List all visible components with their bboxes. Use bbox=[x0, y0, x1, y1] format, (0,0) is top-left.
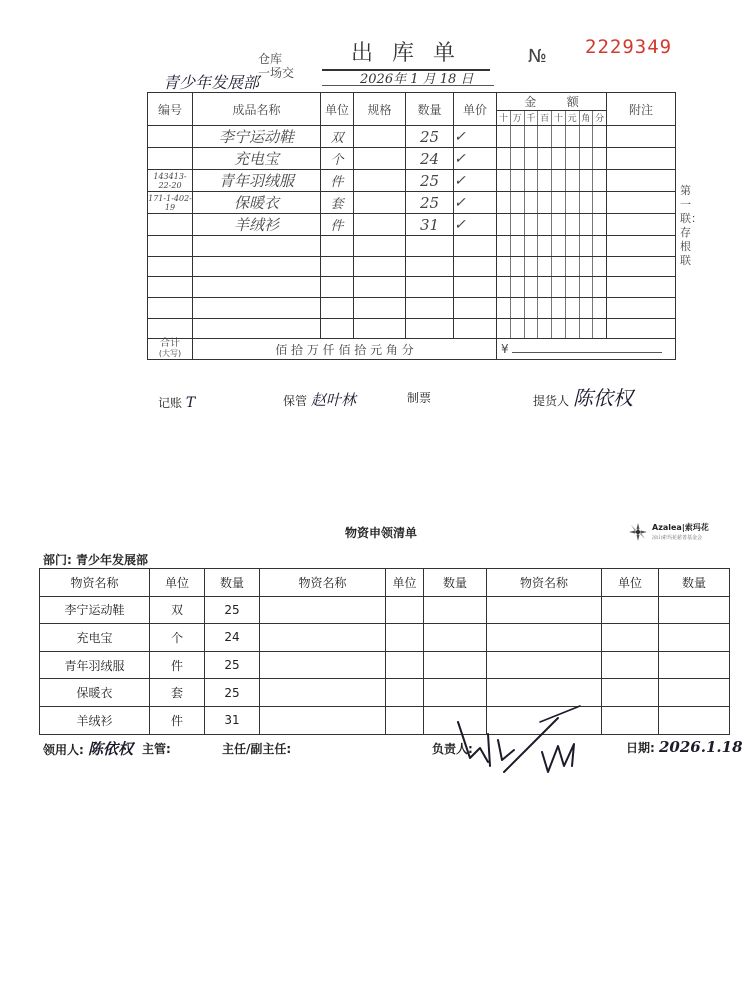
form-row-name: 青年羽绒服 bbox=[40, 651, 150, 679]
slip-header-unit: 单位 bbox=[321, 93, 354, 126]
slip-row-check: ✓ bbox=[454, 170, 497, 192]
form-supervisor-label: 主管: bbox=[142, 742, 171, 756]
slip-title: 出 库 单 bbox=[322, 36, 490, 71]
form-row-unit: 件 bbox=[150, 706, 205, 734]
slip-total-sub-label: (大写) bbox=[158, 349, 182, 359]
slip-receiver bbox=[533, 382, 633, 411]
slip-side-label-top: 仓库 bbox=[258, 52, 283, 66]
slip-row-check: ✓ bbox=[454, 214, 497, 236]
form-header: 数量 bbox=[424, 569, 487, 597]
form-row-unit: 双 bbox=[150, 596, 205, 624]
form-row bbox=[40, 651, 730, 679]
slip-empty-row bbox=[148, 318, 676, 339]
slip-row-amount bbox=[497, 126, 607, 148]
form-title: 物资申领清单 bbox=[345, 526, 418, 540]
slip-row-spec bbox=[354, 170, 406, 192]
slip-row-unit: 件 bbox=[321, 170, 354, 192]
slip-total-words: 佰 拾 万 仟 佰 拾 元 角 分 bbox=[193, 339, 497, 360]
slip-header-amount-2: 额 bbox=[566, 95, 579, 109]
slip-row-code bbox=[148, 214, 193, 236]
slip-header-spec: 规格 bbox=[354, 93, 406, 126]
slip-row-qty: 25 bbox=[406, 192, 454, 214]
slip-row-name: 羊绒衫 bbox=[193, 214, 321, 236]
slip-total-amount bbox=[497, 339, 676, 360]
slip-amount-subheader bbox=[497, 111, 607, 126]
form-header: 单位 bbox=[386, 569, 424, 597]
slip-row-unit: 双 bbox=[321, 126, 354, 148]
form-receiver-sig: 陈依权 bbox=[88, 740, 134, 758]
form-row bbox=[40, 624, 730, 652]
slip-receiver-sig: 陈依权 bbox=[572, 386, 633, 410]
form-header-row bbox=[40, 569, 730, 597]
form-logo bbox=[626, 520, 736, 546]
form-row-qty: 25 bbox=[205, 596, 260, 624]
slip-row-code bbox=[148, 126, 193, 148]
slip-header-note: 附注 bbox=[607, 93, 676, 126]
amount-sub-1: 万 bbox=[511, 111, 525, 125]
slip-row-check: ✓ bbox=[454, 192, 497, 214]
flower-icon bbox=[626, 520, 650, 544]
slip-row-note bbox=[607, 148, 676, 170]
slip-row-qty: 25 bbox=[406, 170, 454, 192]
slip-custodian-sig: 赵叶林 bbox=[310, 391, 356, 409]
form-row-qty: 24 bbox=[205, 624, 260, 652]
slip-empty-row bbox=[148, 298, 676, 319]
form-header: 物资名称 bbox=[260, 569, 386, 597]
slip-row-code bbox=[148, 148, 193, 170]
slip-row-qty: 24 bbox=[406, 148, 454, 170]
slip-empty-row bbox=[148, 277, 676, 298]
slip-header-name: 成品名称 bbox=[193, 93, 321, 126]
slip-total-row bbox=[148, 339, 676, 360]
form-row-qty: 31 bbox=[205, 706, 260, 734]
form-receiver-label: 领用人: bbox=[43, 743, 84, 757]
form-date-label: 日期: bbox=[626, 741, 655, 755]
slip-header-price: 单价 bbox=[454, 93, 497, 126]
slip-number: 2229349 bbox=[585, 36, 673, 58]
form-responsible-label: 负责人: bbox=[432, 742, 473, 756]
form-row-unit: 件 bbox=[150, 651, 205, 679]
form-row-unit: 套 bbox=[150, 679, 205, 707]
slip-bookkeeper-label: 记账 bbox=[158, 396, 183, 410]
form-row-qty: 25 bbox=[205, 651, 260, 679]
slip-header-amount bbox=[497, 93, 607, 111]
form-director-label: 主任/副主任: bbox=[222, 742, 292, 756]
slip-row-spec bbox=[354, 214, 406, 236]
slip-department: 青少年发展部 bbox=[163, 73, 260, 92]
slip-row-spec bbox=[354, 148, 406, 170]
slip-row bbox=[148, 192, 676, 214]
form-header: 物资名称 bbox=[487, 569, 602, 597]
slip-side-label-bottom: 一场交 bbox=[258, 66, 295, 80]
amount-sub-4: 十 bbox=[552, 111, 566, 125]
slip-row-unit: 个 bbox=[321, 148, 354, 170]
form-receiver bbox=[43, 738, 133, 759]
slip-row-amount bbox=[497, 148, 607, 170]
slip-empty-row bbox=[148, 256, 676, 277]
form-row-qty: 25 bbox=[205, 679, 260, 707]
slip-row-note bbox=[607, 170, 676, 192]
slip-row-amount bbox=[497, 192, 607, 214]
amount-sub-5: 元 bbox=[566, 111, 580, 125]
form-row bbox=[40, 596, 730, 624]
slip-row-note bbox=[607, 214, 676, 236]
slip-row-qty: 25 bbox=[406, 126, 454, 148]
form-header: 单位 bbox=[150, 569, 205, 597]
form-row bbox=[40, 679, 730, 707]
amount-sub-7: 分 bbox=[595, 114, 605, 124]
slip-maker-label: 制票 bbox=[407, 391, 432, 405]
amount-sub-0: 十 bbox=[497, 111, 511, 125]
slip-copy-note: 第一联：存根联 bbox=[680, 184, 702, 267]
slip-row-note bbox=[607, 126, 676, 148]
form-header: 单位 bbox=[602, 569, 659, 597]
slip-receiver-label: 提货人 bbox=[533, 394, 570, 408]
slip-bookkeeper-sig: T bbox=[185, 395, 196, 411]
slip-row-name: 青年羽绒服 bbox=[193, 170, 321, 192]
slip-row-spec bbox=[354, 192, 406, 214]
responsible-signature bbox=[440, 700, 600, 790]
amount-sub-2: 千 bbox=[525, 111, 539, 125]
slip-no-label: № bbox=[528, 46, 547, 67]
slip-date: 2026年 1 月 18 日 bbox=[360, 72, 474, 87]
form-header: 物资名称 bbox=[40, 569, 150, 597]
slip-custodian-label: 保管 bbox=[283, 394, 308, 408]
form-logo-text: Azalea|索玛花 bbox=[652, 523, 709, 532]
slip-row-spec bbox=[354, 126, 406, 148]
requisition-table bbox=[39, 568, 730, 735]
slip-row-name: 李宁运动鞋 bbox=[193, 126, 321, 148]
amount-sub-3: 百 bbox=[538, 111, 552, 125]
slip-row-code: 143413-22-20 bbox=[148, 170, 193, 192]
slip-row bbox=[148, 126, 676, 148]
slip-yen-symbol: ¥ bbox=[501, 342, 509, 357]
form-row-name: 充电宝 bbox=[40, 624, 150, 652]
slip-row-check: ✓ bbox=[454, 148, 497, 170]
slip-row bbox=[148, 148, 676, 170]
slip-row bbox=[148, 214, 676, 236]
slip-header-amount-1: 金 bbox=[524, 95, 537, 109]
slip-table bbox=[147, 92, 676, 360]
slip-row-amount bbox=[497, 214, 607, 236]
slip-total-label-cell bbox=[148, 339, 193, 360]
form-row-unit: 个 bbox=[150, 624, 205, 652]
form-dept-value: 青少年发展部 bbox=[76, 553, 149, 567]
form-date bbox=[626, 738, 743, 756]
slip-row-amount bbox=[497, 170, 607, 192]
slip-row bbox=[148, 170, 676, 192]
slip-row-name: 保暖衣 bbox=[193, 192, 321, 214]
form-header: 数量 bbox=[205, 569, 260, 597]
slip-row-qty: 31 bbox=[406, 214, 454, 236]
slip-custodian bbox=[283, 389, 356, 410]
slip-row-note bbox=[607, 192, 676, 214]
slip-bookkeeper bbox=[158, 394, 195, 411]
slip-total-line bbox=[512, 352, 662, 353]
slip-date-underline bbox=[322, 85, 494, 86]
form-row bbox=[40, 706, 730, 734]
form-dept-label: 部门: bbox=[43, 553, 72, 567]
slip-row-code: 171-1-402-19 bbox=[148, 193, 192, 212]
form-row-name: 羊绒衫 bbox=[40, 706, 150, 734]
slip-row-name: 充电宝 bbox=[193, 148, 321, 170]
form-date-value: 2026.1.18 bbox=[659, 738, 743, 756]
slip-empty-row bbox=[148, 236, 676, 257]
slip-row-check: ✓ bbox=[454, 126, 497, 148]
form-row-name: 保暖衣 bbox=[40, 679, 150, 707]
slip-header-qty: 数量 bbox=[406, 93, 454, 126]
form-header: 数量 bbox=[659, 569, 730, 597]
slip-header-code: 编号 bbox=[148, 93, 193, 126]
form-row-name: 李宁运动鞋 bbox=[40, 596, 150, 624]
slip-row-unit: 件 bbox=[321, 214, 354, 236]
amount-sub-6: 角 bbox=[580, 111, 594, 125]
form-department bbox=[43, 551, 148, 568]
slip-row-unit: 套 bbox=[321, 192, 354, 214]
slip-total-label: 合计 bbox=[160, 338, 180, 350]
form-logo-sub: 凉山索玛花慈善基金会 bbox=[652, 535, 703, 541]
